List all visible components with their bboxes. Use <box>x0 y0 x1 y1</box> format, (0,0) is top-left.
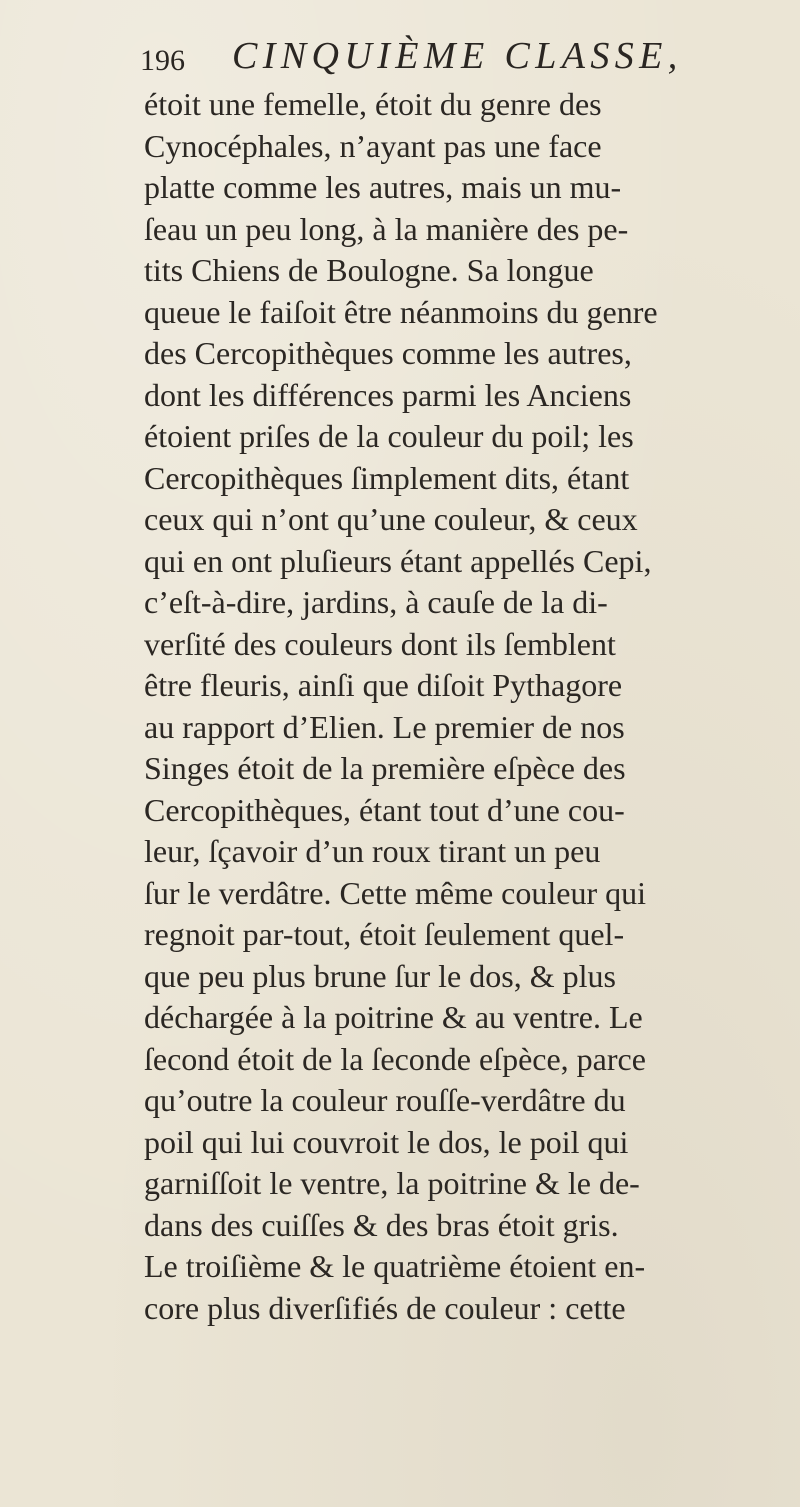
text-line-17: Singes étoit de la première eſpèce des <box>144 750 626 786</box>
text-line-2: Cynocéphales, n’ayant pas une face <box>144 127 602 164</box>
text-line-15: être fleuris, ainſi que diſoit Pythagore <box>144 667 623 703</box>
text-line-25: qu’outre la couleur rouſſe-verdâtre du <box>144 1082 626 1118</box>
text-line-3: platte comme les autres, mais un mu- <box>144 169 622 205</box>
text-line-14: verſité des couleurs dont ils ſemblent <box>144 625 616 662</box>
text-line-28: dans des cuiſſes & des bras étoit gris. <box>144 1206 619 1243</box>
text-line-24: ſecond étoit de la ſeconde eſpèce, parce <box>144 1040 646 1077</box>
page-number: 196 <box>140 44 185 77</box>
text-line-8: dont les différences parmi les Anciens <box>144 376 632 413</box>
text-line-20: ſur le verdâtre. Cette même couleur qui <box>144 874 647 911</box>
text-line-11: ceux qui n’ont qu’une couleur, & ceux <box>144 501 638 537</box>
text-line-12: qui en ont pluſieurs étant appellés Cepi, <box>144 542 652 579</box>
text-line-29: Le troiſième & le quatrième étoient en- <box>144 1248 646 1284</box>
text-line-7: des Cercopithèques comme les autres, <box>144 335 632 371</box>
text-line-22: que peu plus brune ſur le dos, & plus <box>144 957 616 994</box>
text-line-6: queue le faiſoit être néanmoins du genre <box>144 293 658 330</box>
text-line-9: étoient priſes de la couleur du poil; les <box>144 418 634 454</box>
text-line-19: leur, ſçavoir d’un roux tirant un peu <box>144 833 601 869</box>
page-header <box>140 34 760 88</box>
text-line-16: au rapport d’Elien. Le premier de nos <box>144 708 625 745</box>
text-line-5: tits Chiens de Boulogne. Sa longue <box>144 252 594 288</box>
text-line-18: Cercopithèques, étant tout d’une cou- <box>144 791 625 828</box>
body-text <box>144 84 784 1329</box>
text-line-21: regnoit par-tout, étoit ſeulement quel- <box>144 916 625 952</box>
text-line-30: core plus diverſifiés de couleur : cette <box>144 1289 626 1326</box>
text-line-26: poil qui lui couvroit le dos, le poil qui <box>144 1123 629 1160</box>
text-line-1: étoit une femelle, étoit du genre des <box>144 86 602 122</box>
text-line-13: c’eſt-à-dire, jardins, à cauſe de la di- <box>144 584 608 620</box>
text-line-10: Cercopithèques ſimplement dits, étant <box>144 459 630 496</box>
text-line-23: déchargée à la poitrine & au ventre. Le <box>144 999 643 1035</box>
text-line-27: garniſſoit le ventre, la poitrine & le de- <box>144 1165 640 1201</box>
text-line-4: ſeau un peu long, à la manière des pe- <box>144 210 629 247</box>
running-head: CINQUIÈME CLASSE, <box>232 35 683 77</box>
